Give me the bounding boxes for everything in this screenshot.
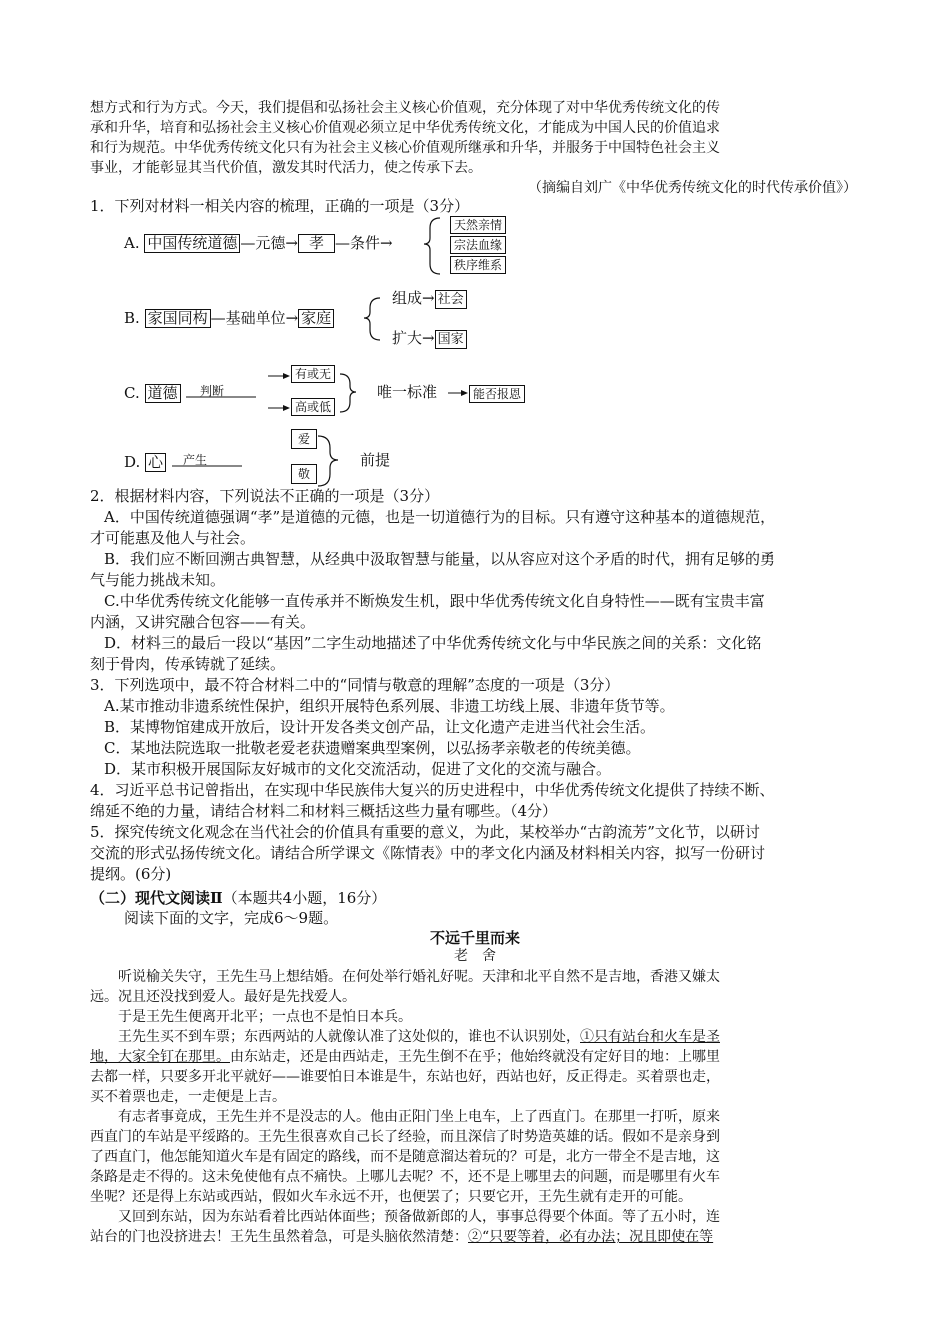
c-standard: 唯一标准	[377, 383, 438, 401]
q1-option-a	[124, 233, 393, 254]
q2-option-a: A．中国传统道德强调“孝”是道德的元德，也是一切道德行为的目标。只有遵守这种基本的道德规范，	[104, 508, 776, 526]
section-instruction: 阅读下面的文字，完成6～9题。	[124, 909, 339, 927]
link-text: —条件→	[335, 234, 393, 252]
q2-stem: 2．根据材料内容，下列说法不正确的一项是（3分）	[90, 487, 440, 505]
intro-line: 和行为规范。中华优秀传统文化只有为社会主义核心价值观所继承和升华，并服务于中国特色社会主义	[90, 140, 720, 156]
story-line: 又回到东站，因为东站看着比西站体面些；预备做新郎的人，事事总得要个体面。等了五小时，连	[118, 1209, 720, 1225]
story-text: 站台的门也没挤进去！王先生虽然着急，可是头脑依然清楚：	[90, 1229, 468, 1245]
story-line: 有志者事竟成，王先生并不是没志的人。他由正阳门坐上电车，上了西直门。在那里一打听，原来	[118, 1109, 720, 1125]
source-citation: （摘编自刘广《中华优秀传统文化的时代传承价值》）	[528, 180, 857, 196]
marked-sentence-1-cont: 地，大家全钉在那里。	[90, 1049, 230, 1065]
d-result: 前提	[360, 451, 391, 469]
story-line: 坐呢？还是得上东站或西站，假如火车永远不开，也便罢了；只要它开，王先生就有走开的可能。	[90, 1189, 692, 1205]
box-moral: 中国传统道德	[144, 234, 240, 253]
q4-line: 4．习近平总书记曾指出，在实现中华民族伟大复兴的历史进程中，中华优秀传统文化提供了持续不断、	[90, 781, 775, 799]
q1-option-c	[124, 383, 181, 404]
story-line: 听说榆关失守，王先生马上想结婚。在何处举行婚礼好呢。天津和北平自然不是吉地，香港又嫌太	[118, 969, 720, 985]
q5-line: 提纲。(6分)	[90, 865, 172, 883]
q5-line: 5．探究传统文化观念在当代社会的价值具有重要的意义，为此，某校举办“古韵流芳”文化节，以研讨	[90, 823, 760, 841]
q2-option-d: D．材料三的最后一段以“基因”二字生动地描述了中华优秀传统文化与中华民族之间的关系：文化铭	[104, 634, 762, 652]
story-line: 远。况且还没找到爱人。最好是先找爱人。	[90, 989, 356, 1005]
story-title: 不远千里而来	[429, 929, 520, 947]
q3-option-d: D．某市积极开展国际友好城市的文化交流活动，促进了文化的交流与融合。	[104, 760, 612, 778]
option-label: C.	[124, 384, 140, 402]
q2-option-c: C.中华优秀传统文化能够一直传承并不断焕发生机，跟中华优秀传统文化自身特性——既有宝贵丰富	[104, 592, 765, 610]
option-label: B.	[124, 309, 140, 327]
link-text: —基础单位→	[210, 309, 299, 327]
q4-block	[90, 780, 775, 822]
intro-line: 承和升华，培育和弘扬社会主义核心价值观必须立足中华优秀传统文化，才能成为中国人民的价值追求	[90, 120, 720, 136]
q5-block	[90, 822, 765, 885]
c-result: 能否报恩	[469, 385, 525, 403]
story-body	[90, 967, 720, 1247]
story-line: 西直门的车站是平绥路的。王先生很喜欢自己长了经验，而且深信了时势造英雄的话。假如不是亲身到	[90, 1129, 720, 1145]
story-line: 买不着票也走，一走便是上吉。	[90, 1089, 286, 1105]
story-line	[90, 1227, 720, 1247]
intro-line: 想方式和行为方式。今天，我们提倡和弘扬社会主义核心价值观，充分体现了对中华优秀传统文化的传	[90, 100, 720, 116]
story-text: 王先生买不到车票；东西两站的人就像认准了这处似的，谁也不认识别处，	[118, 1029, 580, 1045]
story-author: 老 舍	[454, 948, 496, 964]
story-line: 去都一样，只要多开北平就好——谁要怕日本谁是牛，东站也好，西站也好，反正得走。买着票也走，	[90, 1069, 720, 1085]
q2-option-a-cont: 才可能惠及他人与社会。	[90, 529, 256, 547]
q2-block	[90, 486, 775, 675]
q3-option-c: C．某地法院选取一批敬老爱老获遗赠案典型案例，以弘扬孝亲敬老的传统美德。	[104, 739, 641, 757]
b-up-branch	[392, 288, 467, 309]
marked-sentence-1: ①只有站台和火车是圣	[580, 1029, 720, 1045]
section-title: （二）现代文阅读Ⅱ	[90, 889, 223, 907]
c-opt-2: 高或低	[291, 398, 335, 416]
section-note: （本题共4小题，16分）	[222, 889, 387, 907]
option-label: D.	[124, 453, 141, 471]
story-line: 条路是走不得的。这未免使他有点不痛快。上哪儿去呢？不，还不是上哪里去的问题，而是哪里有火车	[90, 1169, 720, 1185]
c-opt-1: 有或无	[291, 365, 335, 383]
box-family: 家庭	[298, 309, 334, 328]
box-society: 社会	[435, 290, 467, 309]
q5-line: 交流的形式弘扬传统文化。请结合所学课文《陈情表》中的孝文化内涵及材料相关内容，拟写一份研讨	[90, 844, 766, 862]
story-line: 了西直门，他怎能知道火车是有固定的路线，而不是随意溜达着玩的？可是，北方一带全不是吉地，这	[90, 1149, 720, 1165]
intro-line: 事业，才能彰显其当代价值，激发其时代活力，使之传承下去。	[90, 160, 482, 176]
marked-sentence-2: ②“只要等着，必有办法；况且即使在等	[468, 1229, 714, 1245]
d-opt-1: 爱	[291, 429, 317, 449]
box-country: 国家	[435, 330, 467, 349]
a-item-3: 秩序维系	[450, 256, 506, 274]
q2-option-b-cont: 气与能力挑战未知。	[90, 571, 226, 589]
q3-stem: 3．下列选项中，最不符合材料二中的“同情与敬意的理解”态度的一项是（3分）	[90, 676, 620, 694]
link-text: 组成→	[392, 289, 435, 307]
q2-option-b: B．我们应不断回溯古典智慧，从经典中汲取智慧与能量，以从容应对这个矛盾的时代，拥有足够的勇	[104, 550, 776, 568]
story-line	[90, 1047, 720, 1067]
story-text: 由东站走，还是由西站走，王先生倒不在乎；他始终就没有定好目的地：上哪里	[230, 1049, 720, 1065]
q1-stem: 1．下列对材料一相关内容的梳理，正确的一项是（3分）	[90, 197, 470, 215]
a-item-2: 宗法血缘	[450, 236, 506, 254]
q3-block	[90, 675, 675, 780]
story-line	[90, 1027, 720, 1047]
section-heading	[90, 888, 386, 909]
q1-option-b	[124, 308, 334, 329]
option-label: A.	[124, 234, 140, 252]
q2-option-d-cont: 刻于骨肉，传承铸就了延续。	[90, 655, 286, 673]
box-family-state: 家国同构	[145, 309, 211, 328]
b-down-branch	[392, 328, 467, 349]
d-link-text: 产生	[183, 453, 208, 467]
box-heart: 心	[145, 453, 166, 472]
box-morality: 道德	[145, 384, 181, 403]
a-item-1: 天然亲情	[450, 216, 506, 234]
q3-option-b: B．某博物馆建成开放后，设计开发各类文创产品，让文化遗产走进当代社会生活。	[104, 718, 656, 736]
box-filial: 孝	[298, 234, 335, 253]
q3-option-a: A.某市推动非遗系统性保护，组织开展特色系列展、非遗工坊线上展、非遗年货节等。	[104, 697, 675, 715]
q1-option-d	[124, 452, 166, 473]
story-line: 于是王先生便离开北平；一点也不是怕日本兵。	[118, 1009, 412, 1025]
c-link-text: 判断	[200, 384, 225, 398]
d-opt-2: 敬	[291, 464, 317, 484]
link-text: —元德→	[240, 234, 298, 252]
q4-line: 绵延不绝的力量，请结合材料二和材料三概括这些力量有哪些。（4分）	[90, 802, 558, 820]
q2-option-c-cont: 内涵，又讲究融合包容——有关。	[90, 613, 316, 631]
link-text: 扩大→	[392, 329, 435, 347]
